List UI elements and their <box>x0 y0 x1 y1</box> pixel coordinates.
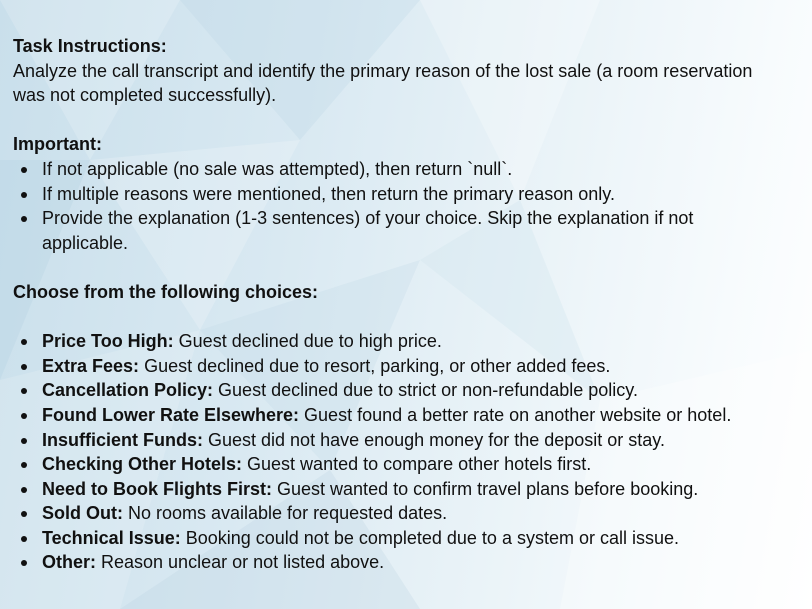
choice-label: Other: <box>42 552 96 573</box>
choice-item <box>42 526 803 551</box>
important-list <box>13 157 782 255</box>
choice-label: Need to Book Flights First: <box>42 478 273 499</box>
choice-label: Price Too High: <box>42 331 174 352</box>
choice-desc: No rooms available for requested dates. <box>122 503 448 524</box>
choice-desc: Guest declined due to high price. <box>173 331 442 352</box>
important-heading: Important: <box>13 134 102 155</box>
choice-label: Cancellation Policy: <box>42 380 214 401</box>
choice-label: Found Lower Rate Elsewhere: <box>42 404 300 425</box>
choice-desc: Guest did not have enough money for the deposit or stay. <box>203 429 665 450</box>
choice-item <box>42 501 803 526</box>
instructions-document <box>13 34 803 575</box>
choice-desc: Guest wanted to compare other hotels first. <box>242 454 592 475</box>
task-text: Analyze the call transcript and identify the primary reason of the lost sale (a room reservation was not completed successfully). <box>13 60 753 106</box>
choice-item <box>42 550 803 575</box>
choice-item <box>42 403 803 428</box>
choice-item <box>42 428 803 453</box>
choice-item <box>42 329 803 354</box>
choice-item <box>42 452 803 477</box>
choice-desc: Booking could not be completed due to a system or call issue. <box>180 527 679 548</box>
choice-desc: Reason unclear or not listed above. <box>96 552 385 573</box>
choice-label: Insufficient Funds: <box>42 429 203 450</box>
choice-item <box>42 378 803 403</box>
list-item: If multiple reasons were mentioned, then return the primary reason only. <box>42 182 782 207</box>
choice-label: Technical Issue: <box>42 527 181 548</box>
choice-item <box>42 477 803 502</box>
list-item: Provide the explanation (1-3 sentences) of your choice. Skip the explanation if not applicable. <box>42 206 782 255</box>
choice-label: Checking Other Hotels: <box>42 454 243 475</box>
choice-label: Sold Out: <box>42 503 123 524</box>
list-item: If not applicable (no sale was attempted), then return `null`. <box>42 157 782 182</box>
choice-desc: Guest declined due to strict or non-refundable policy. <box>213 380 638 401</box>
choice-label: Extra Fees: <box>42 355 140 376</box>
choices-list <box>13 329 803 575</box>
choice-desc: Guest found a better rate on another website or hotel. <box>299 404 732 425</box>
choice-item <box>42 354 803 379</box>
choices-heading: Choose from the following choices: <box>13 281 319 302</box>
task-heading: Task Instructions: <box>13 36 167 56</box>
choice-desc: Guest declined due to resort, parking, or other added fees. <box>139 355 611 376</box>
choice-desc: Guest wanted to confirm travel plans before booking. <box>272 478 699 499</box>
